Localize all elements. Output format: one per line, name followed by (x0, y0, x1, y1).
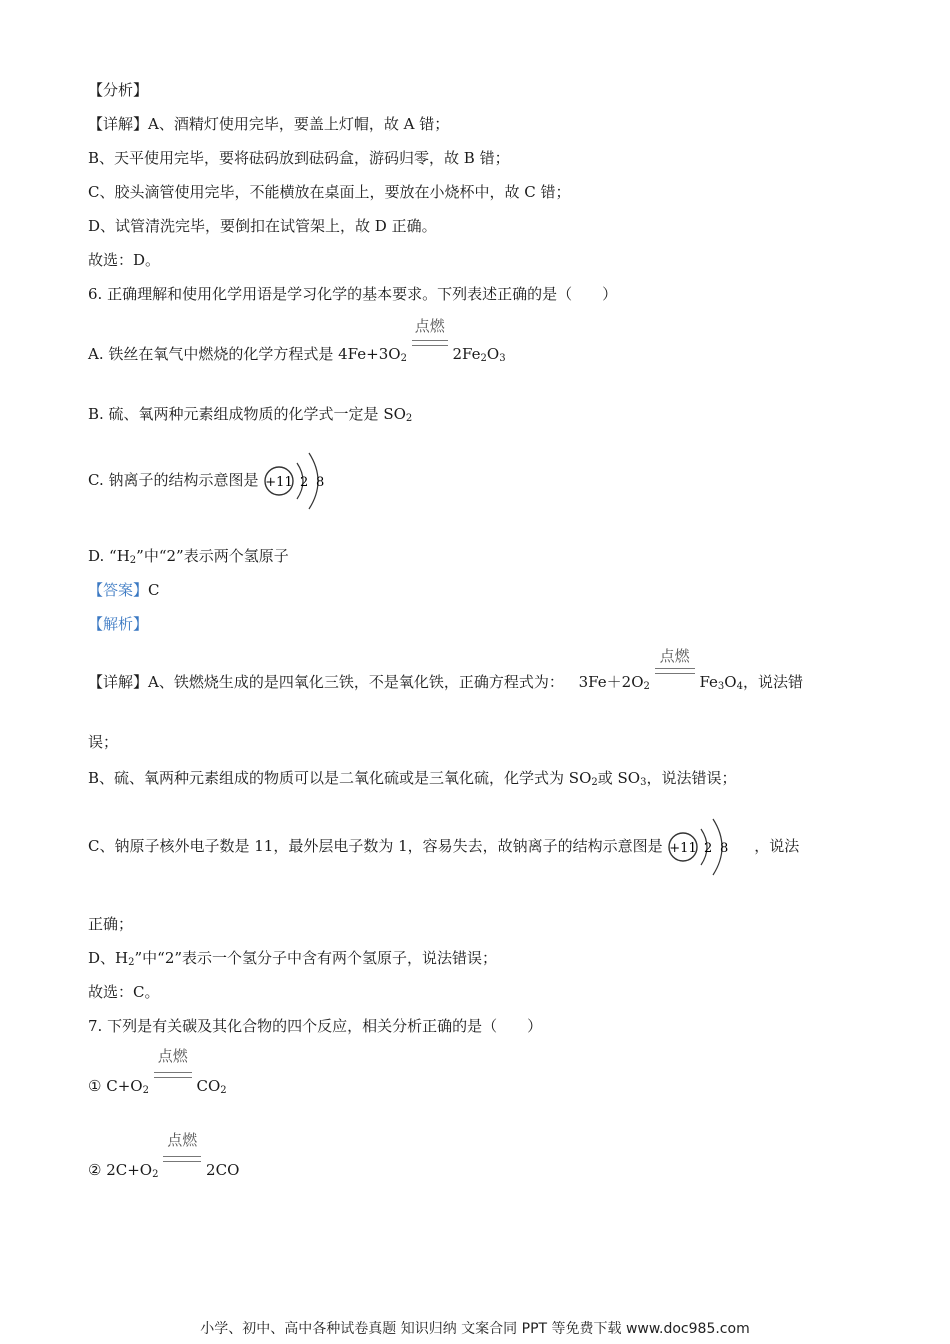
exp-a-product-sub2: 4 (736, 681, 743, 692)
q6-option-a-product: 2Fe (452, 345, 481, 363)
equal-bar (655, 668, 695, 674)
answer-value: C (148, 581, 160, 599)
q6-exp-a-cont: 误； (88, 733, 119, 751)
r1-product-sub: 2 (220, 1085, 227, 1096)
condition-text: 点燃 (659, 647, 690, 665)
r1-product: CO (196, 1077, 221, 1095)
product-sub-2: 3 (499, 353, 506, 364)
condition-text: 点燃 (157, 1047, 188, 1065)
sodium-ion-diagram (667, 807, 739, 887)
product-sub-1: 2 (480, 353, 487, 364)
exp-d-2: ”中“2”表示一个氢分子中含有两个氢原子，说法错误； (134, 949, 498, 967)
r2-condition (163, 1131, 201, 1180)
exp-a-reactant-sub: 2 (643, 681, 650, 692)
shell-1-count: 2 (300, 475, 309, 490)
r2-sub: 2 (152, 1169, 159, 1180)
sodium-ion-diagram (263, 441, 335, 521)
q6-stem: 6. 正确理解和使用化学用语是学习化学的基本要求。下列表述正确的是（ ） (88, 285, 618, 303)
q6-option-a-sub: 2 (400, 353, 407, 364)
q7-reaction-1 (88, 1047, 227, 1096)
q6-exp-b (88, 768, 736, 788)
exp-d-sub: 2 (128, 957, 135, 968)
answer-label: 【答案】 (88, 581, 149, 599)
q6-option-d-suffix: ”中“2”表示两个氢原子 (136, 547, 289, 565)
q7-reaction-2 (88, 1131, 240, 1180)
q6-option-b-sub: 2 (405, 413, 413, 424)
equal-bar (163, 1156, 201, 1162)
exp-d-1: D、H (88, 949, 129, 967)
shell-2-count: 8 (720, 841, 729, 856)
exp-a-reactant: 3Fe＋2O (578, 673, 644, 691)
exp-c-tail: ，说法 (754, 837, 800, 855)
analysis-heading: 【分析】 (88, 81, 149, 99)
exp-b-3: ，说法错误； (646, 769, 737, 787)
nucleus-charge: +11 (265, 475, 293, 490)
nucleus-charge: +11 (669, 841, 698, 856)
q6-exp-c (88, 806, 799, 887)
condition-text: 点燃 (167, 1131, 198, 1149)
exp-b-sub2: 3 (640, 777, 647, 788)
detail-label: 【详解】 (88, 115, 149, 133)
r2-reactants: ② 2C+O (88, 1161, 153, 1179)
q6-option-d-sub: 2 (129, 555, 137, 566)
q6-answer (88, 580, 160, 600)
shell-2-count: 8 (316, 475, 325, 490)
q5-detail-a-text: A、酒精灯使用完毕，要盖上灯帽，故 A 错； (148, 115, 450, 133)
q6-exp-c-cont: 正确； (88, 915, 134, 933)
q6-option-d (88, 546, 289, 566)
exp-a-product-sub1: 3 (717, 681, 725, 692)
q6-option-b-prefix: B. 硫、氧两种元素组成物质的化学式一定是 SO (88, 405, 406, 423)
q6-option-c-text: C. 钠离子的结构示意图是 (88, 471, 259, 489)
exp-a-product: Fe (699, 673, 718, 691)
exp-a-tail: ，说法错 (742, 673, 803, 691)
q6-exp-a (88, 647, 803, 692)
equal-bar (154, 1072, 192, 1078)
q5-detail-a (88, 114, 449, 134)
q6-option-a-prefix: A. 铁丝在氧气中燃烧的化学方程式是 4Fe+3O (88, 345, 401, 363)
q6-option-a-condition (412, 317, 448, 364)
exp-b-sub1: 2 (591, 777, 598, 788)
shell-1-count: 2 (704, 841, 713, 856)
q6-option-b (88, 404, 412, 424)
r1-condition (154, 1047, 192, 1096)
q5-detail-d: D、试管清洗完毕，要倒扣在试管架上，故 D 正确。 (88, 217, 437, 235)
q6-choice: 故选：C。 (88, 983, 160, 1001)
exp-a-condition (655, 647, 695, 692)
exp-c-text: C、钠原子核外电子数是 11，最外层电子数为 1，容易失去，故钠离子的结构示意图是 (88, 837, 663, 855)
q6-option-a (88, 317, 506, 364)
detail-label: 【详解】 (88, 673, 149, 691)
r1-reactants: ① C+O (88, 1077, 143, 1095)
q6-option-d-prefix: D. “H (88, 547, 130, 565)
exp-b-2: 或 SO (597, 769, 641, 787)
condition-text: 点燃 (414, 317, 445, 335)
q7-stem: 7. 下列是有关碳及其化合物的四个反应，相关分析正确的是（ ） (88, 1017, 543, 1035)
q6-exp-d (88, 948, 497, 968)
exp-a-text: A、铁燃烧生成的是四氧化三铁，不是氧化铁，正确方程式为： (148, 673, 564, 691)
exp-a-product-mid: O (724, 673, 737, 691)
q5-detail-c: C、胶头滴管使用完毕，不能横放在桌面上，要放在小烧杯中，故 C 错； (88, 183, 571, 201)
product-mid: O (486, 345, 500, 363)
equal-bar (412, 340, 448, 346)
q5-choice: 故选：D。 (88, 251, 161, 269)
footer-watermark: 小学、初中、高中各种试卷真题 知识归纳 文案合同 PPT 等免费下载 www.doc985.com (200, 1321, 750, 1337)
q5-detail-b: B、天平使用完毕，要将砝码放到砝码盒，游码归零，故 B 错； (88, 149, 510, 167)
q6-explanation-label: 【解析】 (88, 615, 149, 633)
exp-b-1: B、硫、氧两种元素组成的物质可以是二氧化硫或是三氧化硫，化学式为 SO (88, 769, 592, 787)
r2-product: 2CO (206, 1161, 240, 1179)
q6-option-c (88, 440, 335, 521)
r1-sub: 2 (142, 1085, 149, 1096)
